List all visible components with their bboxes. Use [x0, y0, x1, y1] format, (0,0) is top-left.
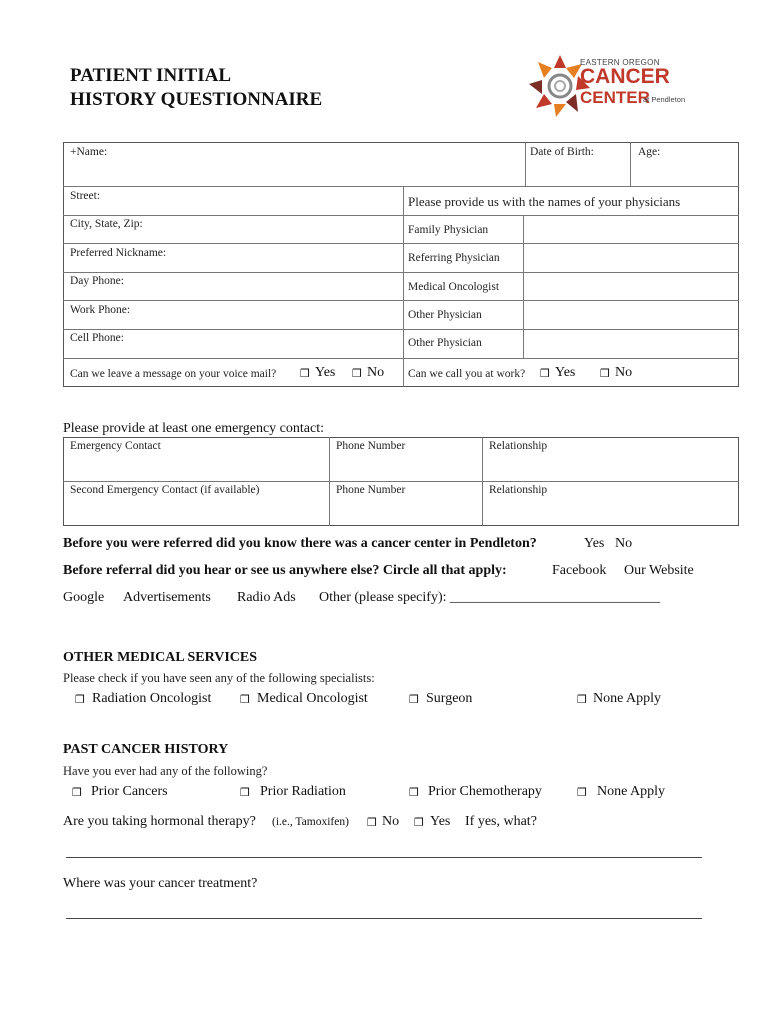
emergency-phone-label: Phone Number	[336, 440, 406, 452]
services-prompt: Please check if you have seen any of the following specialists:	[63, 671, 375, 685]
age-label: Age:	[638, 146, 661, 158]
table-rule	[482, 437, 483, 526]
services-none-label: None Apply	[593, 691, 662, 706]
voicemail-yes-label: Yes	[315, 365, 336, 380]
dob-label: Date of Birth:	[530, 146, 594, 158]
hormonal-yes-label: Yes	[430, 814, 451, 829]
hormonal-ifyes-label: If yes, what?	[465, 814, 537, 829]
call-yes-label: Yes	[555, 365, 576, 380]
table-rule	[63, 272, 739, 273]
work-phone-label: Work Phone:	[70, 304, 131, 316]
table-rule	[63, 329, 739, 330]
table-rule	[525, 142, 526, 186]
prior-chemotherapy-checkbox[interactable]: ❒	[409, 786, 419, 799]
emergency-intro: Please provide at least one emergency contact:	[63, 421, 324, 436]
voicemail-no-label: No	[367, 365, 385, 380]
referral-yes-option[interactable]: Yes	[584, 536, 605, 551]
radiation-oncologist-checkbox[interactable]: ❒	[75, 693, 85, 706]
prior-cancers-label: Prior Cancers	[91, 784, 168, 799]
nickname-label: Preferred Nickname:	[70, 247, 167, 259]
second-contact-label: Second Emergency Contact (if available)	[70, 484, 260, 496]
referral-question-1: Before you were referred did you know there was a cancer center in Pendleton?	[63, 536, 537, 551]
physician-row-label: Medical Oncologist	[408, 281, 500, 293]
history-none-checkbox[interactable]: ❒	[577, 786, 587, 799]
table-rule	[63, 481, 739, 482]
option-radio-ads[interactable]: Radio Ads	[237, 590, 296, 605]
services-none-checkbox[interactable]: ❒	[577, 693, 587, 706]
hormonal-no-label: No	[382, 814, 400, 829]
voicemail-question: Can we leave a message on your voice mail?	[70, 368, 277, 380]
medical-oncologist-label: Medical Oncologist	[257, 691, 368, 706]
voicemail-yes-checkbox[interactable]: ❒	[300, 367, 310, 380]
physicians-header: Please provide us with the names of your physicians	[408, 194, 681, 209]
table-rule	[63, 243, 739, 244]
option-google[interactable]: Google	[63, 590, 105, 605]
physician-row-label: Family Physician	[408, 224, 489, 236]
emergency-relationship-label: Relationship	[489, 440, 548, 452]
cell-phone-label: Cell Phone:	[70, 332, 124, 344]
prior-chemotherapy-label: Prior Chemotherapy	[428, 784, 542, 799]
call-work-question: Can we call you at work?	[408, 368, 526, 380]
prior-cancers-checkbox[interactable]: ❒	[72, 786, 82, 799]
hormonal-answer-line[interactable]	[66, 857, 702, 858]
call-no-label: No	[615, 365, 633, 380]
history-none-label: None Apply	[597, 784, 666, 799]
history-prompt: Have you ever had any of the following?	[63, 764, 268, 778]
table-rule	[329, 437, 330, 526]
services-heading: OTHER MEDICAL SERVICES	[63, 650, 257, 665]
prior-radiation-checkbox[interactable]: ❒	[240, 786, 250, 799]
option-other-specify[interactable]: Other (please specify): ______________________________	[319, 590, 660, 605]
hormonal-example: (i.e., Tamoxifen)	[272, 816, 349, 828]
table-rule	[523, 215, 524, 358]
table-rule	[63, 215, 403, 216]
table-rule	[63, 186, 739, 187]
second-phone-label: Phone Number	[336, 484, 406, 496]
hormonal-question: Are you taking hormonal therapy?	[63, 814, 256, 829]
name-label: +Name:	[70, 146, 108, 158]
physician-row-label: Other Physician	[408, 337, 482, 349]
hormonal-yes-checkbox[interactable]: ❒	[414, 816, 424, 829]
table-rule	[403, 186, 404, 387]
prior-radiation-label: Prior Radiation	[260, 784, 346, 799]
name-input[interactable]	[115, 160, 520, 182]
table-rule	[63, 300, 739, 301]
history-heading: PAST CANCER HISTORY	[63, 742, 229, 757]
logo-text-pendleton: at Pendleton	[643, 95, 686, 104]
table-rule	[630, 142, 631, 186]
referral-no-option[interactable]: No	[615, 536, 633, 551]
physician-row-label: Referring Physician	[408, 252, 500, 264]
emergency-contact-label: Emergency Contact	[70, 440, 161, 452]
option-facebook[interactable]: Facebook	[552, 563, 607, 578]
option-website[interactable]: Our Website	[624, 563, 694, 578]
referral-question-2: Before referral did you hear or see us anywhere else? Circle all that apply:	[63, 563, 507, 578]
title-line-1: PATIENT INITIAL	[70, 65, 232, 86]
surgeon-label: Surgeon	[426, 691, 473, 706]
page-title	[70, 64, 322, 112]
street-label: Street:	[70, 190, 101, 202]
physician-row-label: Other Physician	[408, 309, 482, 321]
table-rule	[63, 358, 739, 359]
treatment-location-answer-line[interactable]	[66, 918, 702, 919]
logo-text-cancer: CANCER	[580, 65, 670, 88]
medical-oncologist-checkbox[interactable]: ❒	[240, 693, 250, 706]
call-yes-checkbox[interactable]: ❒	[540, 367, 550, 380]
call-no-checkbox[interactable]: ❒	[600, 367, 610, 380]
radiation-oncologist-label: Radiation Oncologist	[92, 691, 212, 706]
voicemail-no-checkbox[interactable]: ❒	[352, 367, 362, 380]
second-relationship-label: Relationship	[489, 484, 548, 496]
option-advertisements[interactable]: Advertisements	[123, 590, 211, 605]
treatment-location-question: Where was your cancer treatment?	[63, 876, 258, 891]
surgeon-checkbox[interactable]: ❒	[409, 693, 419, 706]
hormonal-no-checkbox[interactable]: ❒	[367, 816, 377, 829]
logo-text-eastern-oregon: EASTERN OREGON	[580, 58, 660, 67]
title-line-2: HISTORY QUESTIONNAIRE	[70, 89, 323, 110]
day-phone-label: Day Phone:	[70, 275, 124, 287]
city-label: City, State, Zip:	[70, 218, 143, 230]
table-rule	[403, 215, 739, 216]
logo-text-center: CENTER	[580, 88, 650, 107]
